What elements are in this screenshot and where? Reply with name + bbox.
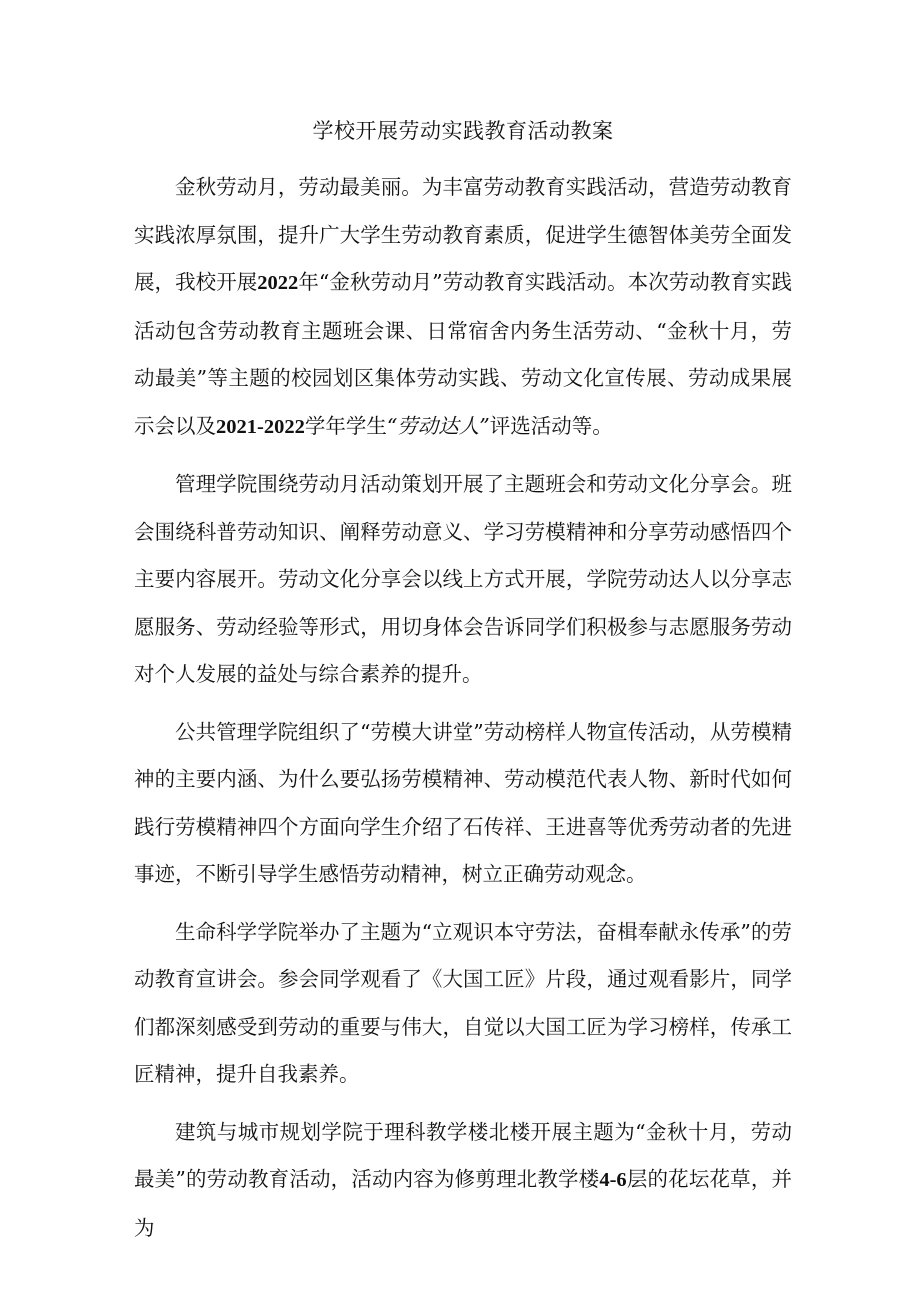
paragraph-4 bbox=[134, 909, 792, 1099]
text-segment: 公共管理学院组织了“劳模大讲堂”劳动榜样人物宣传活动，从劳模精神的主要内涵、为什么要弘扬劳模精神、劳动模范代表人物、新时代如何践行劳模精神四个方面向学生介绍了石传祥、王进喜等优秀劳动者的先进事迹，不断引导学生感悟劳动精神，树立正确劳动观念。 bbox=[134, 719, 792, 886]
year-number: 2022 bbox=[257, 272, 299, 294]
text-segment: 层的花坛花草，并为 bbox=[134, 1167, 792, 1240]
school-year-number: 2021-2022 bbox=[216, 415, 305, 438]
paragraph-1 bbox=[134, 164, 792, 451]
text-segment: 评选活动等。 bbox=[489, 413, 613, 438]
text-segment: 金秋劳动月，劳动最美丽。为丰富劳动教育实践活动，营造劳动教育实践浓厚氛围，提升广大学生劳动教育素质，促进学生德智体美劳全面发展，我校开展 bbox=[134, 175, 792, 294]
text-segment: 学年学生 bbox=[304, 413, 387, 438]
paragraph-3 bbox=[134, 709, 792, 899]
text-segment: 生命科学学院举办了主题为“立观识本守劳法，奋楫奉献永传承”的劳动教育宣讲会。参会同学观看了《大国工匠》片段，通过观看影片，同学们都深刻感受到劳动的重要与伟大，自觉以大国工匠为学习榜样，传承工匠精神，提升自我素养。 bbox=[134, 919, 792, 1086]
paragraph-5 bbox=[134, 1109, 792, 1253]
labor-expert-term: “劳动达人” bbox=[386, 413, 490, 438]
floor-range-number: 4-6 bbox=[599, 1169, 627, 1191]
document-title: 学校开展劳动实践教育活动教案 bbox=[312, 119, 614, 143]
paragraph-2 bbox=[134, 461, 792, 699]
text-segment: 管理学院围绕劳动月活动策划开展了主题班会和劳动文化分享会。班会围绕科普劳动知识、阐释劳动意义、学习劳模精神和分享劳动感悟四个主要内容展开。劳动文化分享会以线上方式开展，学院劳动达人以分享志愿服务、劳动经验等形式，用切身体会告诉同学们积极参与志愿服务劳动对个人发展的益处与综合素养的提升。 bbox=[134, 472, 792, 686]
text-segment: 建筑与城市规划学院于理科教学楼北楼开展主题为“金秋十月，劳动最美”的劳动教育活动，活动内容为修剪理北教学楼 bbox=[134, 1119, 792, 1191]
text-segment: 年“金秋劳动月”劳动教育实践活动。本次劳动教育实践活动包含劳动教育主题班会课、日常宿舍内务生活劳动、“金秋十月，劳动最美”等主题的校园划区集体劳动实践、劳动文化宣传展、劳动成果展示会以及 bbox=[134, 270, 792, 438]
